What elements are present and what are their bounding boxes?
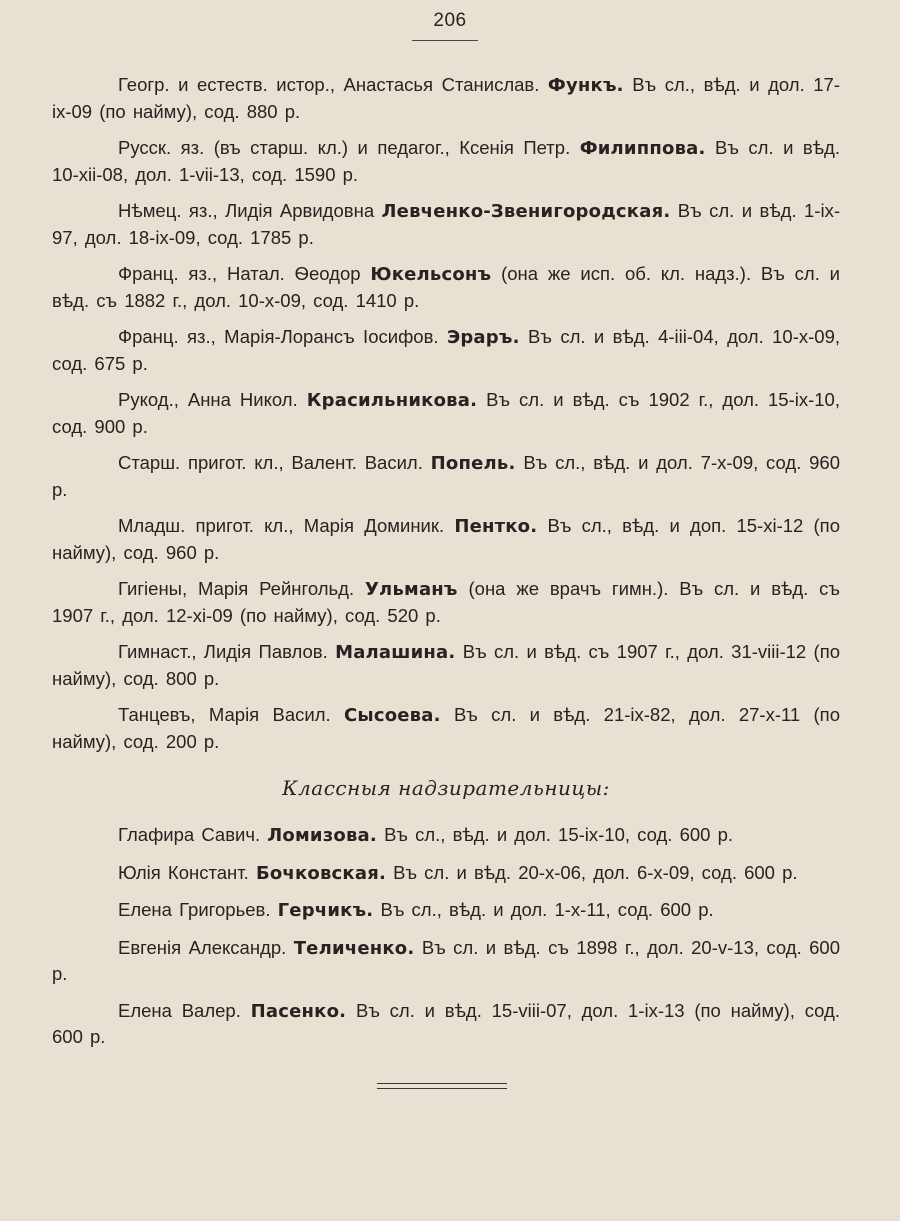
entry-details: Гигіены, Марія Рейнгольд. bbox=[118, 578, 365, 599]
entry-details: Глафира Савич. bbox=[118, 824, 268, 845]
entry-details: Гимнаст., Лидія Павлов. bbox=[118, 641, 336, 662]
entry-details: Рукод., Анна Никол. bbox=[118, 389, 307, 410]
entry-service: Въ сл., вѣд. и дол. 7-x-09, сод. 960 р. bbox=[52, 452, 841, 500]
staff-surname: Филиппова. bbox=[579, 138, 706, 159]
entry-service: (она же исп. об. кл. надз.). Въ сл. и вѣд. съ 1882 г., дол. 10-x-09, сод. 1410 р. bbox=[52, 263, 840, 311]
section-heading: Классныя надзирательницы: bbox=[282, 776, 610, 800]
end-rule-bottom bbox=[377, 1088, 507, 1089]
staff-entry bbox=[52, 639, 840, 691]
staff-surname: Красильникова. bbox=[306, 390, 478, 411]
staff-surname: Ломизова. bbox=[267, 825, 377, 846]
staff-surname: Малашина. bbox=[335, 642, 456, 663]
staff-surname: Юкельсонъ bbox=[370, 264, 492, 285]
staff-surname: Теличенко. bbox=[293, 937, 415, 959]
entry-service: Въ сл. и вѣд. съ 1898 г., дол. 20-v-13, сод. 600 р. bbox=[52, 936, 840, 984]
supervisor-entry bbox=[52, 897, 840, 924]
entry-details: Геогр. и естеств. истор., Анастасья Станислав. bbox=[118, 74, 548, 95]
entry-service: Въ сл., вѣд. и дол. 1-x-11, сод. 600 р. bbox=[373, 899, 714, 920]
entry-service: Въ сл. и вѣд. 20-x-06, дол. 6-x-09, сод. 600 р. bbox=[385, 861, 798, 883]
entry-service: Въ сл., вѣд. и дол. 15-ix-10, сод. 600 р. bbox=[376, 824, 734, 845]
staff-entry bbox=[52, 324, 840, 376]
entry-details: Старш. пригот. кл., Валент. Васил. bbox=[118, 452, 431, 473]
staff-surname: Функъ. bbox=[547, 75, 624, 96]
supervisor-entry bbox=[52, 935, 840, 987]
entry-service: Въ сл. и вѣд. 1-ix-97, дол. 18-ix-09, сод. 1785 р. bbox=[52, 200, 840, 248]
staff-entry bbox=[52, 576, 840, 628]
staff-entry bbox=[52, 513, 840, 565]
staff-surname: Бочковская. bbox=[255, 862, 386, 884]
entry-details: Русск. яз. (въ старш. кл.) и педагог., Ксенія Петр. bbox=[118, 137, 580, 158]
page-number-underline bbox=[412, 40, 478, 41]
staff-surname: Герчикъ. bbox=[277, 900, 374, 921]
entry-details: Франц. яз., Марія-Лорансъ Іосифов. bbox=[118, 326, 447, 347]
supervisor-entry bbox=[52, 822, 840, 849]
page-number: 206 bbox=[433, 10, 467, 31]
entry-service: Въ сл., вѣд. и доп. 15-xi-12 (по найму), сод. 960 р. bbox=[52, 515, 840, 563]
entry-service: Въ сл. и вѣд. 15-viii-07, дол. 1-ix-13 (по найму), сод. 600 р. bbox=[52, 999, 840, 1047]
entry-service: Въ сл. и вѣд. 21-ix-82, дол. 27-x-11 (по найму), сод. 200 р. bbox=[52, 704, 840, 752]
entry-details: Младш. пригот. кл., Марія Доминик. bbox=[118, 515, 455, 536]
supervisor-entry bbox=[52, 860, 840, 887]
staff-entry bbox=[52, 198, 840, 250]
entry-details: Евгенія Александр. bbox=[118, 936, 294, 958]
entry-details: Елена Валер. bbox=[118, 999, 251, 1021]
staff-entry bbox=[52, 135, 840, 187]
staff-surname: Попель. bbox=[430, 453, 516, 474]
staff-surname: Пасенко. bbox=[250, 1000, 347, 1022]
supervisor-entry bbox=[52, 998, 840, 1050]
staff-surname: Левченко-Звенигородская. bbox=[381, 201, 671, 222]
staff-surname: Сысоева. bbox=[343, 705, 441, 726]
entry-details: Елена Григорьев. bbox=[118, 899, 278, 920]
entry-service: Въ сл. и вѣд. 10-xii-08, дол. 1-vii-13, сод. 1590 р. bbox=[52, 137, 840, 185]
staff-surname: Эраръ. bbox=[446, 327, 520, 348]
entry-details: Франц. яз., Натал. Ѳеодор bbox=[118, 263, 371, 284]
staff-surname: Пентко. bbox=[454, 516, 538, 537]
staff-list bbox=[52, 72, 840, 1061]
entry-service: (она же врачъ гимн.). Въ сл. и вѣд. съ 1907 г., дол. 12-xi-09 (по найму), сод. 520 р. bbox=[52, 578, 840, 626]
entry-details: Нѣмец. яз., Лидія Арвидовна bbox=[118, 200, 382, 221]
entry-service: Въ сл. и вѣд. съ 1907 г., дол. 31-viii-12 (по найму), сод. 800 р. bbox=[52, 641, 840, 689]
staff-entry bbox=[52, 72, 840, 124]
staff-surname: Ульманъ bbox=[364, 579, 458, 600]
staff-entry bbox=[52, 261, 840, 313]
entry-service: Въ сл., вѣд. и дол. 17-ix-09 (по найму), сод. 880 р. bbox=[52, 74, 840, 122]
staff-entry bbox=[52, 702, 840, 754]
entry-details: Танцевъ, Марія Васил. bbox=[118, 704, 344, 725]
entry-service: Въ сл. и вѣд. съ 1902 г., дол. 15-ix-10, сод. 900 р. bbox=[52, 389, 840, 437]
entry-service: Въ сл. и вѣд. 4-iii-04, дол. 10-x-09, сод. 675 р. bbox=[52, 326, 840, 374]
end-rule-top bbox=[377, 1083, 507, 1084]
entry-details: Юлія Констант. bbox=[118, 861, 256, 883]
staff-entry bbox=[52, 450, 840, 502]
staff-entry bbox=[52, 387, 840, 439]
